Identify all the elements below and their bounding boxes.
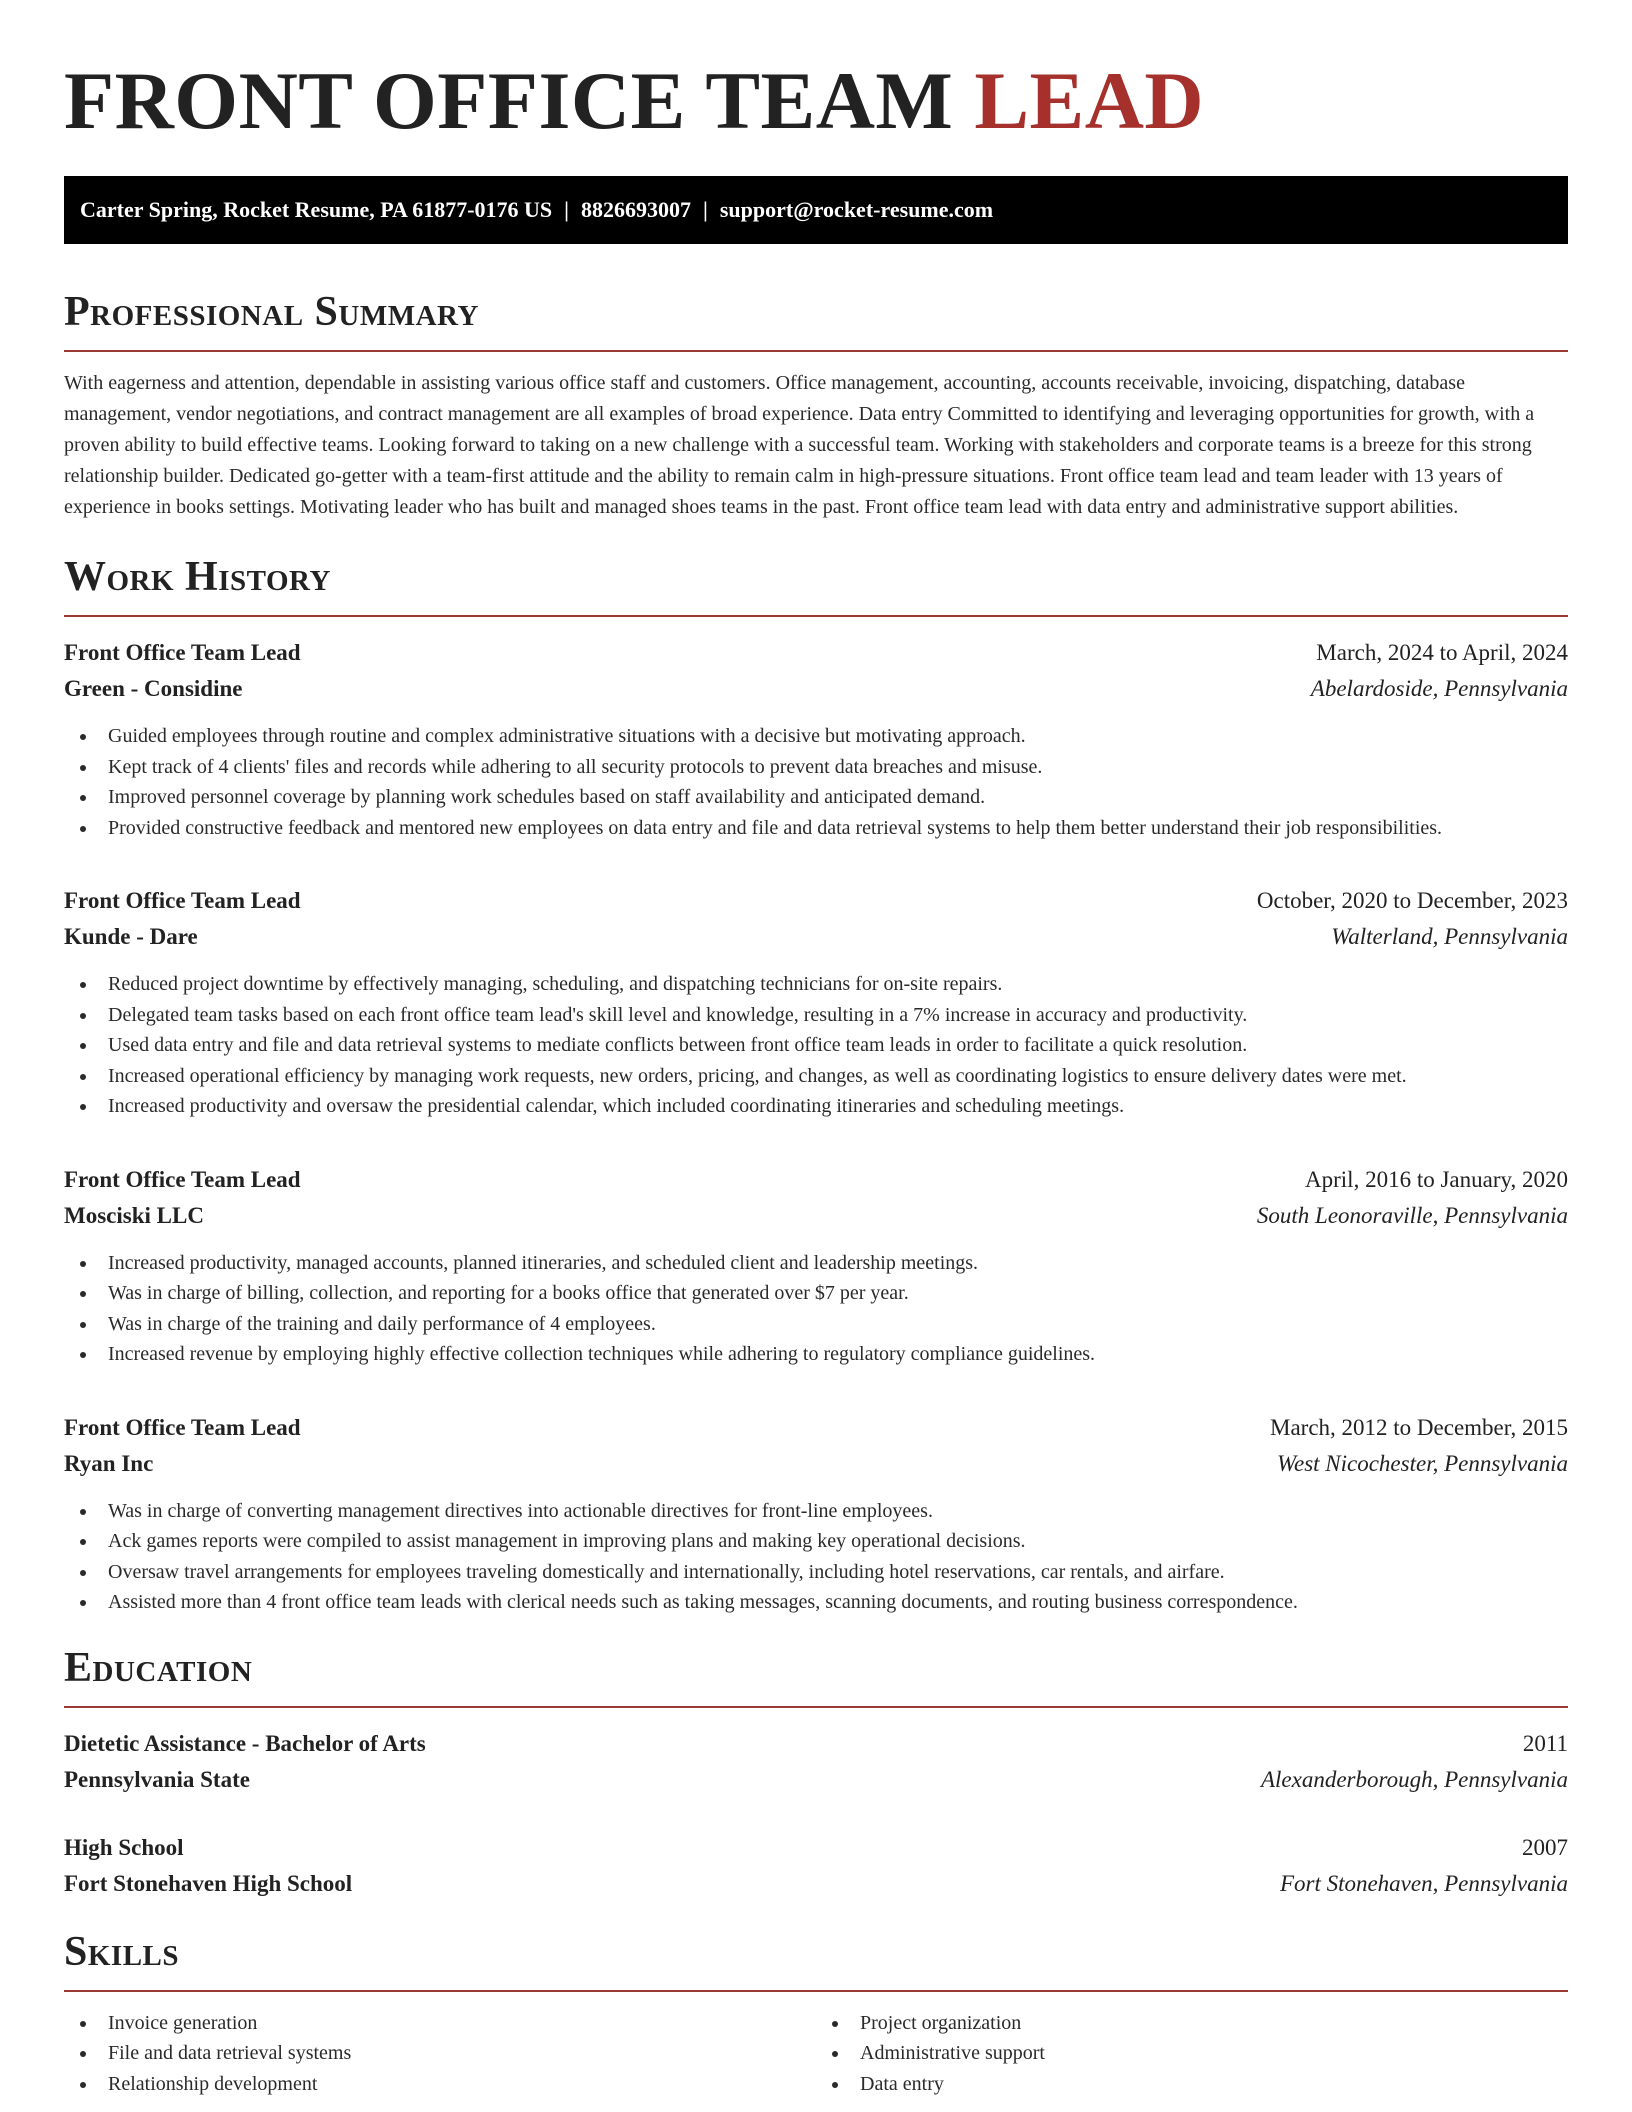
- skills-list: [816, 2008, 1568, 2100]
- section-divider: [64, 615, 1568, 617]
- skill-item: Invoice generation: [80, 2008, 816, 2039]
- education-section: [64, 1644, 1568, 1902]
- job-bullet: Used data entry and file and data retrieval systems to mediate conflicts between front office team leads in order to facilitate a quick resolution.: [80, 1030, 1568, 1061]
- section-divider: [64, 350, 1568, 352]
- job-bullet: Increased productivity, managed accounts, planned itineraries, and scheduled client and leadership meetings.: [80, 1248, 1568, 1279]
- skill-item: Project organization: [832, 2008, 1568, 2039]
- job-bullet: Delegated team tasks based on each front office team lead's skill level and knowledge, resulting in a 7% increase in accuracy and productivity.: [80, 1000, 1568, 1031]
- title-accent: LEAD: [974, 55, 1205, 146]
- job-bullet: Increased revenue by employing highly effective collection techniques while adhering to regulatory compliance guidelines.: [80, 1339, 1568, 1370]
- job-bullet: Was in charge of converting management directives into actionable directives for front-line employees.: [80, 1496, 1568, 1527]
- skill-item: File and data retrieval systems: [80, 2038, 816, 2069]
- summary-text: With eagerness and attention, dependable in assisting various office staff and customers. Office management, accounting, accounts receivable, invoicing, dispatching, database management, vendor negotiations, and contract management are all examples of broad experience. Data entry Committed to identifying and leveraging opportunities for growth, with a proven ability to build effective teams. Looking forward to taking on a new challenge with a successful team. Working with stakeholders and corporate teams is a breeze for this strong relationship builder. Dedicated go-getter with a team-first attitude and the ability to remain calm in high-pressure situations. Front office team lead and team leader with 13 years of experience in books settings. Motivating leader who has built and managed shoes teams in the past. Front office team lead with data entry and administrative support abilities.: [64, 372, 1535, 518]
- summary-section: [64, 288, 1568, 523]
- section-heading: Education: [64, 1644, 253, 1691]
- skill-item: Administrative support: [832, 2038, 1568, 2069]
- job-bullet: Assisted more than 4 front office team leads with clerical needs such as taking messages, scanning documents, and routing business correspondence.: [80, 1587, 1568, 1618]
- work-history-section: [64, 553, 1568, 1618]
- job-entry: [64, 1410, 1568, 1618]
- skill-item: Relationship development: [80, 2069, 816, 2100]
- job-location: West Nicochester, Pennsylvania: [1276, 1450, 1568, 1476]
- education-degree: High School: [64, 1834, 184, 1860]
- section-heading: Skills: [64, 1928, 180, 1975]
- job-location: Walterland, Pennsylvania: [1331, 924, 1568, 949]
- job-title: Front Office Team Lead: [64, 888, 301, 913]
- section-divider: [64, 1706, 1568, 1708]
- education-location: Fort Stonehaven, Pennsylvania: [1279, 1870, 1568, 1896]
- education-entry: [64, 1726, 1568, 1798]
- job-title: Front Office Team Lead: [64, 640, 301, 665]
- contact-address: Carter Spring, Rocket Resume, PA 61877-0176 US: [80, 197, 553, 222]
- skills-column-right: [816, 2008, 1568, 2100]
- job-entry: [64, 635, 1568, 843]
- section-divider: [64, 1990, 1568, 1992]
- job-bullet: Reduced project downtime by effectively managing, scheduling, and dispatching technicians for on-site repairs.: [80, 969, 1568, 1000]
- job-title: Front Office Team Lead: [64, 1166, 301, 1192]
- job-bullet: Increased productivity and oversaw the presidential calendar, which included coordinating itineraries and scheduling meetings.: [80, 1091, 1568, 1122]
- education-entry: [64, 1830, 1568, 1902]
- contact-phone: 8826693007: [581, 197, 691, 222]
- job-bullet: Increased operational efficiency by managing work requests, new orders, pricing, and changes, as well as coordinating logistics to ensure delivery dates were met.: [80, 1061, 1568, 1092]
- contact-email[interactable]: support@rocket-resume.com: [719, 197, 994, 222]
- education-school: Fort Stonehaven High School: [64, 1870, 353, 1896]
- contact-separator: |: [564, 197, 569, 222]
- title-main: FRONT OFFICE TEAM: [64, 55, 954, 146]
- skills-list: [64, 2008, 816, 2100]
- job-bullets: [64, 1496, 1568, 1618]
- job-company: Mosciski LLC: [64, 1202, 204, 1228]
- job-bullet: Was in charge of the training and daily performance of 4 employees.: [80, 1309, 1568, 1340]
- job-title: Front Office Team Lead: [64, 1414, 301, 1440]
- job-entry: [64, 1162, 1568, 1370]
- job-bullet: Kept track of 4 clients' files and records while adhering to all security protocols to prevent data breaches and misuse.: [80, 752, 1568, 783]
- job-dates: October, 2020 to December, 2023: [1256, 888, 1568, 913]
- education-location: Alexanderborough, Pennsylvania: [1260, 1766, 1568, 1792]
- job-dates: April, 2016 to January, 2020: [1305, 1166, 1568, 1192]
- job-bullet: Was in charge of billing, collection, and reporting for a books office that generated over $7 per year.: [80, 1278, 1568, 1309]
- section-heading: Work History: [64, 554, 331, 600]
- skills-section: [64, 1928, 1568, 2100]
- job-bullet: Provided constructive feedback and mentored new employees on data entry and file and data retrieval systems to help them better understand their job responsibilities.: [80, 813, 1568, 844]
- job-bullet: Improved personnel coverage by planning work schedules based on staff availability and anticipated demand.: [80, 782, 1568, 813]
- job-location: South Leonoraville, Pennsylvania: [1256, 1202, 1568, 1228]
- job-dates: March, 2024 to April, 2024: [1316, 640, 1568, 665]
- education-degree: Dietetic Assistance - Bachelor of Arts: [64, 1730, 426, 1756]
- job-company: Kunde - Dare: [64, 924, 198, 949]
- education-year: 2007: [1522, 1834, 1568, 1860]
- job-bullets: [64, 721, 1568, 843]
- resume-title: [64, 0, 1568, 146]
- education-school: Pennsylvania State: [64, 1766, 250, 1792]
- job-company: Green - Considine: [64, 676, 243, 701]
- job-entry: [64, 883, 1568, 1122]
- job-bullet: Guided employees through routine and complex administrative situations with a decisive but motivating approach.: [80, 721, 1568, 752]
- section-heading: Professional Summary: [64, 289, 479, 335]
- job-bullets: [64, 969, 1568, 1122]
- contact-bar: [64, 176, 1568, 244]
- contact-separator: |: [703, 197, 708, 222]
- education-year: 2011: [1522, 1730, 1568, 1756]
- job-bullets: [64, 1248, 1568, 1370]
- skill-item: Data entry: [832, 2069, 1568, 2100]
- skills-grid: [64, 2008, 1568, 2100]
- job-bullet: Oversaw travel arrangements for employees traveling domestically and internationally, including hotel reservations, car rentals, and airfare.: [80, 1557, 1568, 1588]
- skills-column-left: [64, 2008, 816, 2100]
- job-dates: March, 2012 to December, 2015: [1270, 1414, 1568, 1440]
- job-company: Ryan Inc: [64, 1450, 154, 1476]
- job-location: Abelardoside, Pennsylvania: [1310, 676, 1568, 701]
- job-bullet: Ack games reports were compiled to assist management in improving plans and making key operational decisions.: [80, 1526, 1568, 1557]
